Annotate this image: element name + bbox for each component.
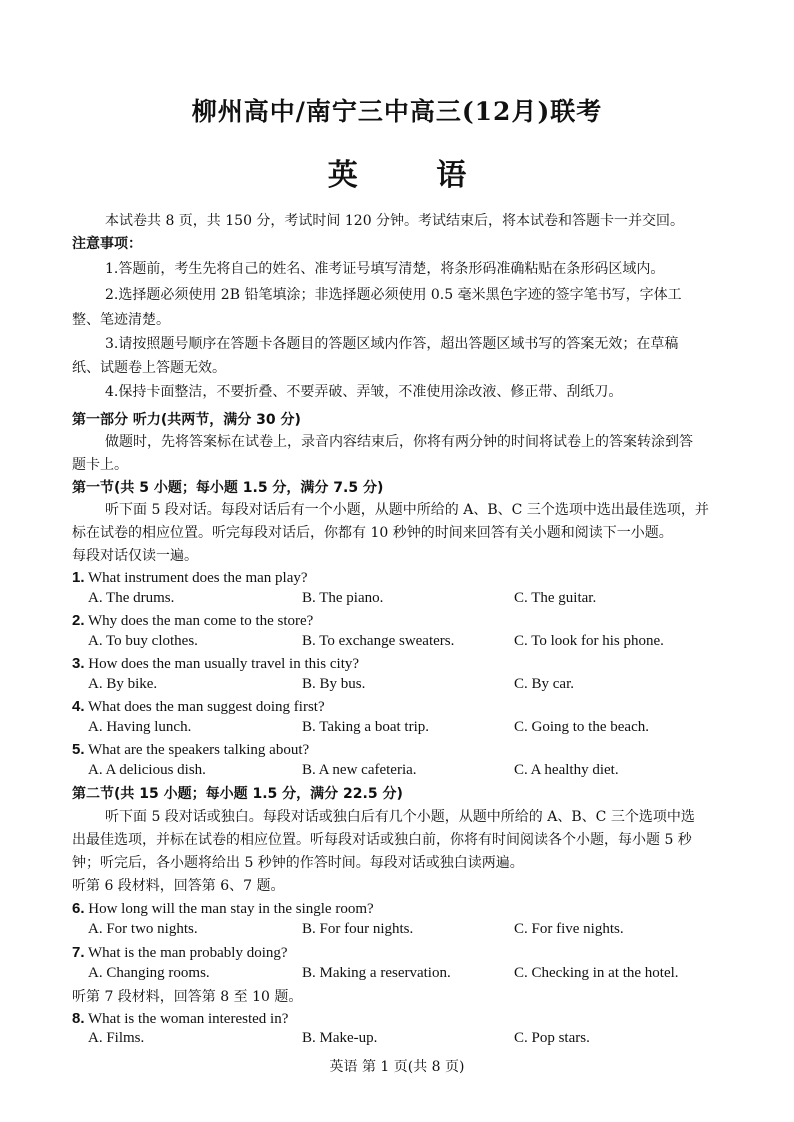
question-options xyxy=(0,676,794,696)
note-item: 2.选择题必须使用 2B 铅笔填涂；非选择题必须使用 0.5 毫米黑色字迹的签字笔书写，字体工 xyxy=(105,287,682,303)
option-a: A. The drums. xyxy=(88,590,175,606)
option-c: C. By car. xyxy=(514,676,574,692)
question-stem xyxy=(0,943,794,963)
option-b: B. Taking a boat trip. xyxy=(302,719,429,735)
part1-title: 第一部分 听力(共两节，满分 30 分) xyxy=(72,412,301,428)
question-options xyxy=(0,719,794,739)
section1-title: 第一节(共 5 小题；每小题 1.5 分，满分 7.5 分) xyxy=(72,480,384,496)
question-text: What is the man probably doing? xyxy=(88,945,288,961)
section1-instruction: 每段对话仅读一遍。 xyxy=(72,548,198,564)
option-b: B. Making a reservation. xyxy=(302,965,451,981)
question-options xyxy=(0,965,794,985)
question-text: How does the man usually travel in this city? xyxy=(88,656,360,672)
section1-instruction: 标在试卷的相应位置。听完每段对话后，你都有 10 秒钟的时间来回答有关小题和阅读下一小题。 xyxy=(72,525,673,541)
option-c: C. The guitar. xyxy=(514,590,597,606)
question-text: What are the speakers talking about? xyxy=(88,742,310,758)
option-b: B. To exchange sweaters. xyxy=(302,633,455,649)
question-number: 6. xyxy=(72,900,85,917)
question-number: 5. xyxy=(72,741,85,758)
question-text: How long will the man stay in the single room? xyxy=(88,901,374,917)
option-c: C. Going to the beach. xyxy=(514,719,649,735)
part1-instruction: 做题时，先将答案标在试卷上，录音内容结束后，你将有两分钟的时间将试卷上的答案转涂到答 xyxy=(105,434,693,450)
question-options xyxy=(0,921,794,941)
option-a: A. A delicious dish. xyxy=(88,762,206,778)
question-text: What does the man suggest doing first? xyxy=(88,699,325,715)
section2-instruction: 钟；听完后，各小题将给出 5 秒钟的作答时间。每段对话或独白读两遍。 xyxy=(72,855,524,871)
option-a: A. By bike. xyxy=(88,676,158,692)
option-c: C. For five nights. xyxy=(514,921,624,937)
section2-title: 第二节(共 15 小题；每小题 1.5 分，满分 22.5 分) xyxy=(72,786,403,802)
question-stem xyxy=(0,1009,794,1029)
question-text: Why does the man come to the store? xyxy=(88,613,314,629)
question-stem xyxy=(0,611,794,631)
section1-instruction: 听下面 5 段对话。每段对话后有一个小题，从题中所给的 A、B、C 三个选项中选出最佳选项，并 xyxy=(105,502,709,518)
option-c: C. To look for his phone. xyxy=(514,633,664,649)
option-b: B. A new cafeteria. xyxy=(302,762,417,778)
option-a: A. Changing rooms. xyxy=(88,965,210,981)
question-stem xyxy=(0,568,794,588)
section2-instruction: 听下面 5 段对话或独白。每段对话或独白后有几个小题，从题中所给的 A、B、C 三个选项中选 xyxy=(105,809,695,825)
question-stem xyxy=(0,697,794,717)
option-b: B. For four nights. xyxy=(302,921,414,937)
question-text: What instrument does the man play? xyxy=(88,570,308,586)
part1-instruction: 题卡上。 xyxy=(72,457,128,473)
question-options xyxy=(0,1030,794,1050)
option-b: B. Make-up. xyxy=(302,1030,378,1046)
material-instruction: 听第 7 段材料，回答第 8 至 10 题。 xyxy=(72,989,303,1005)
question-stem xyxy=(0,740,794,760)
question-number: 3. xyxy=(72,655,85,672)
exam-title: 柳州高中/南宁三中高三(12月)联考 xyxy=(191,97,603,126)
question-number: 7. xyxy=(72,944,85,961)
option-c: C. Checking in at the hotel. xyxy=(514,965,679,981)
option-a: A. To buy clothes. xyxy=(88,633,198,649)
question-number: 1. xyxy=(72,569,85,586)
note-item: 3.请按照题号顺序在答题卡各题目的答题区域内作答，超出答题区域书写的答案无效；在草稿 xyxy=(105,336,679,352)
material-instruction: 听第 6 段材料，回答第 6、7 题。 xyxy=(72,878,285,894)
section2-instruction: 出最佳选项，并标在试卷的相应位置。听每段对话或独白前，你将有时间阅读各个小题，每小题 5 秒 xyxy=(72,832,692,848)
question-stem xyxy=(0,654,794,674)
option-a: A. Having lunch. xyxy=(88,719,192,735)
notes-title: 注意事项： xyxy=(72,236,142,252)
option-c: C. Pop stars. xyxy=(514,1030,590,1046)
question-number: 2. xyxy=(72,612,85,629)
page-footer: 英语 第 1 页(共 8 页) xyxy=(329,1059,465,1075)
question-number: 8. xyxy=(72,1010,85,1027)
note-item: 4.保持卡面整洁，不要折叠、不要弄破、弄皱，不准使用涂改液、修正带、刮纸刀。 xyxy=(105,384,623,400)
option-a: A. For two nights. xyxy=(88,921,198,937)
note-item: 1.答题前，考生先将自己的姓名、准考证号填写清楚，将条形码准确粘贴在条形码区域内。 xyxy=(105,261,665,277)
option-c: C. A healthy diet. xyxy=(514,762,619,778)
option-b: B. By bus. xyxy=(302,676,366,692)
option-a: A. Films. xyxy=(88,1030,145,1046)
question-text: What is the woman interested in? xyxy=(88,1011,289,1027)
question-number: 4. xyxy=(72,698,85,715)
option-b: B. The piano. xyxy=(302,590,384,606)
question-options xyxy=(0,762,794,782)
question-options xyxy=(0,590,794,610)
note-item: 整、笔迹清楚。 xyxy=(72,312,170,328)
note-item: 纸、试题卷上答题无效。 xyxy=(72,360,226,376)
question-options xyxy=(0,633,794,653)
intro-text: 本试卷共 8 页，共 150 分，考试时间 120 分钟。考试结束后，将本试卷和答题卡一并交回。 xyxy=(105,213,685,229)
subject-title: 英 语 xyxy=(327,158,501,193)
question-stem xyxy=(0,899,794,919)
